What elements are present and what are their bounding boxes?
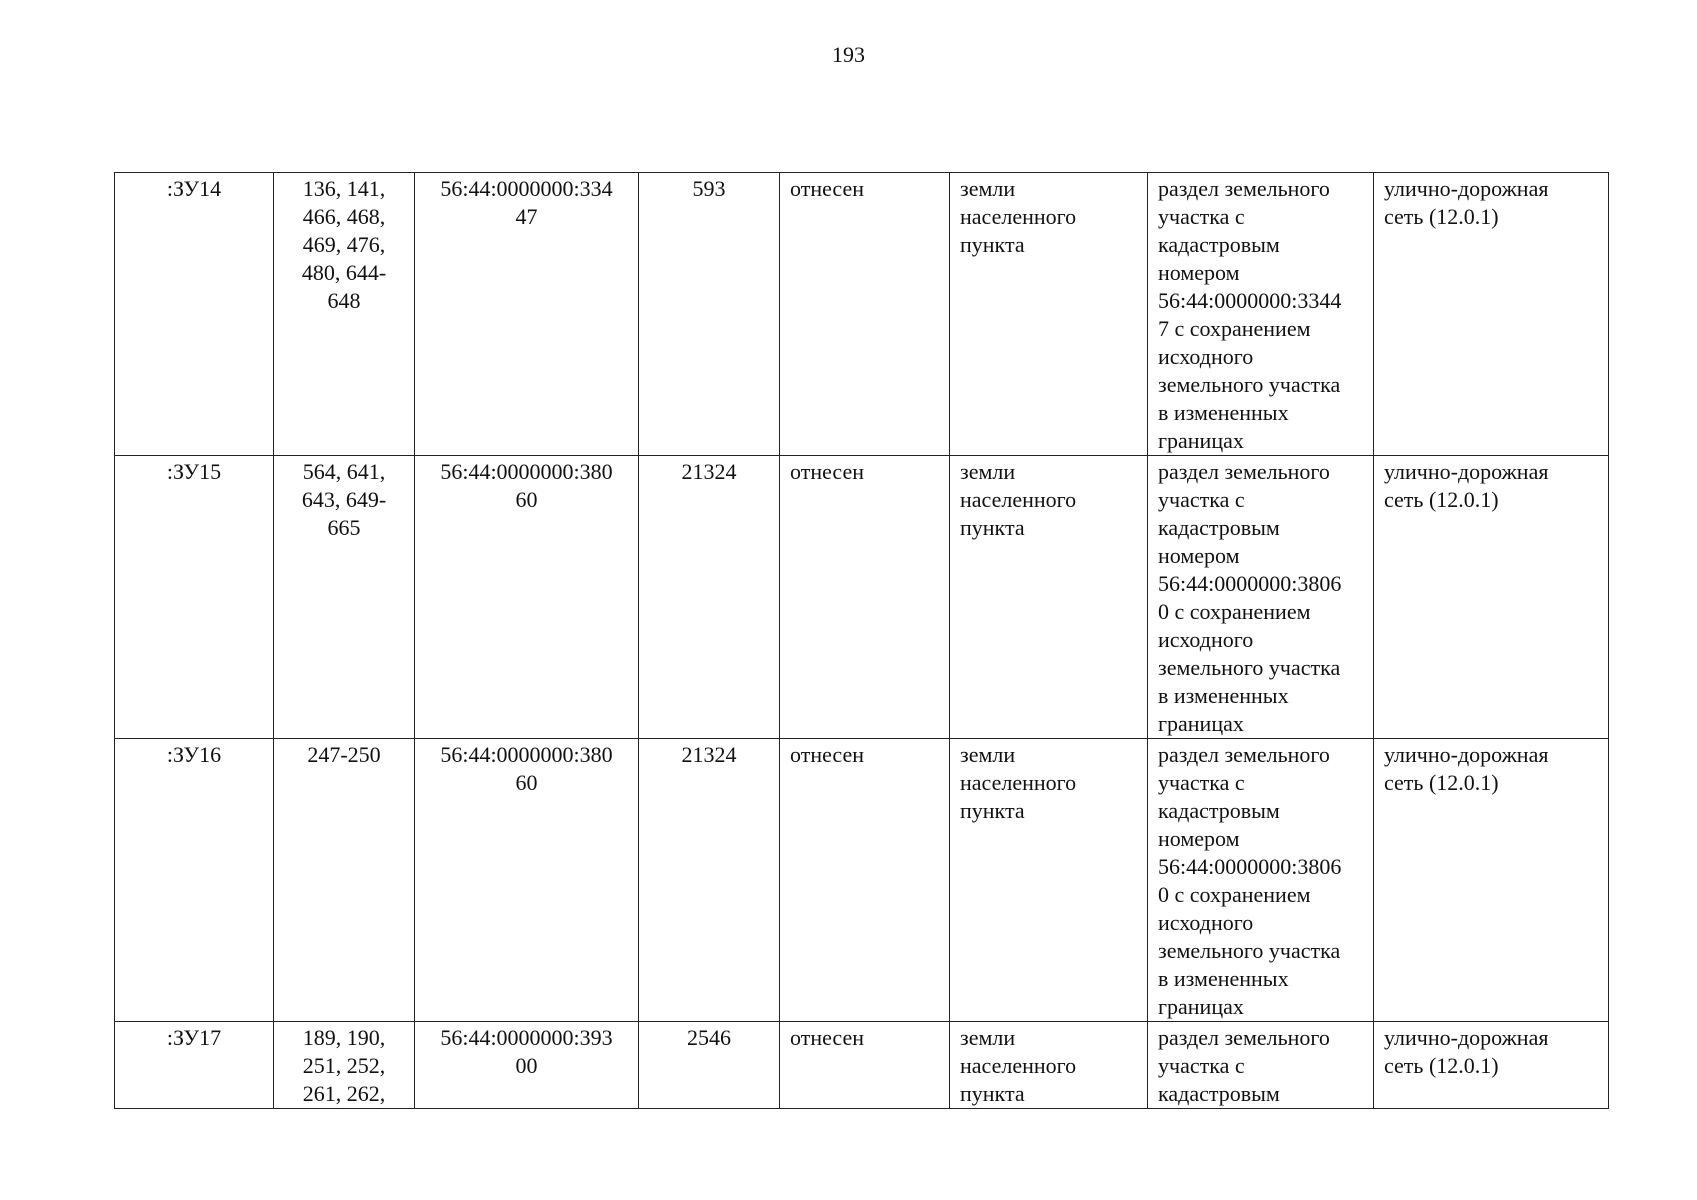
cell-line: населенного: [960, 1053, 1077, 1078]
formation-method-cell: [1148, 739, 1374, 1022]
cell-line: населенного: [960, 204, 1077, 229]
cell-line: 469, 476,: [302, 232, 386, 257]
plot-id-cell: :ЗУ15: [115, 456, 274, 739]
cell-line: 261, 262,: [302, 1081, 386, 1106]
cell-line: 56:44:0000000:334: [440, 176, 613, 201]
land-category-cell: [950, 456, 1148, 739]
cell-line: кадастровым: [1158, 515, 1280, 540]
cell-line: земли: [960, 1025, 1016, 1050]
status-cell: отнесен: [780, 456, 950, 739]
boundary-points-cell: [274, 739, 415, 1022]
cell-line: улично-дорожная: [1384, 1025, 1549, 1050]
table-body: [115, 173, 1609, 1109]
cell-line: кадастровым: [1158, 1081, 1280, 1106]
cell-line: номером: [1158, 826, 1240, 851]
cell-line: 189, 190,: [302, 1025, 386, 1050]
permitted-use-cell: [1374, 456, 1609, 739]
cell-line: земельного участка: [1158, 938, 1341, 963]
land-plots-table: [114, 172, 1609, 1109]
cell-line: земельного участка: [1158, 372, 1341, 397]
cell-line: исходного: [1158, 627, 1254, 652]
status-cell: отнесен: [780, 1022, 950, 1109]
cadastral-number-cell: [415, 1022, 639, 1109]
cadastral-number-cell: [415, 456, 639, 739]
cell-line: 56:44:0000000:3806: [1158, 571, 1342, 596]
cell-line: 466, 468,: [302, 204, 386, 229]
cell-line: раздел земельного: [1158, 742, 1330, 767]
table-row: [115, 1022, 1609, 1109]
cell-line: кадастровым: [1158, 232, 1280, 257]
status-cell: отнесен: [780, 173, 950, 456]
cell-line: 0 с сохранением: [1158, 882, 1311, 907]
cell-line: 665: [327, 515, 361, 540]
cell-line: сеть (12.0.1): [1384, 770, 1499, 795]
cell-line: 60: [515, 487, 538, 512]
area-cell: 21324: [639, 739, 780, 1022]
permitted-use-cell: [1374, 739, 1609, 1022]
cell-line: 648: [327, 288, 361, 313]
area-cell: 21324: [639, 456, 780, 739]
cell-line: улично-дорожная: [1384, 742, 1549, 767]
formation-method-cell: [1148, 456, 1374, 739]
cell-line: раздел земельного: [1158, 459, 1330, 484]
table-row: [115, 173, 1609, 456]
plot-id-cell: :ЗУ17: [115, 1022, 274, 1109]
cell-line: 0 с сохранением: [1158, 599, 1311, 624]
table-row: [115, 739, 1609, 1022]
cell-line: 56:44:0000000:380: [440, 459, 613, 484]
cell-line: сеть (12.0.1): [1384, 204, 1499, 229]
page-number: 193: [832, 42, 865, 67]
cell-line: 7 с сохранением: [1158, 316, 1311, 341]
cell-line: сеть (12.0.1): [1384, 487, 1499, 512]
cell-line: пункта: [960, 232, 1025, 257]
cell-line: 56:44:0000000:393: [440, 1025, 613, 1050]
formation-method-cell: [1148, 1022, 1374, 1109]
cell-line: участка с: [1158, 770, 1245, 795]
cell-line: номером: [1158, 260, 1240, 285]
cell-line: 00: [515, 1053, 538, 1078]
cell-line: кадастровым: [1158, 798, 1280, 823]
boundary-points-cell: [274, 1022, 415, 1109]
land-category-cell: [950, 173, 1148, 456]
cell-line: 136, 141,: [302, 176, 386, 201]
cell-line: 251, 252,: [302, 1053, 386, 1078]
cell-line: в измененных: [1158, 400, 1289, 425]
cell-line: населенного: [960, 770, 1077, 795]
permitted-use-cell: [1374, 1022, 1609, 1109]
cell-line: пункта: [960, 798, 1025, 823]
land-category-cell: [950, 1022, 1148, 1109]
status-cell: отнесен: [780, 739, 950, 1022]
cell-line: 56:44:0000000:3806: [1158, 854, 1342, 879]
area-cell: 2546: [639, 1022, 780, 1109]
cell-line: земли: [960, 459, 1016, 484]
cell-line: земли: [960, 176, 1016, 201]
boundary-points-cell: [274, 173, 415, 456]
permitted-use-cell: [1374, 173, 1609, 456]
cell-line: участка с: [1158, 1053, 1245, 1078]
cell-line: участка с: [1158, 204, 1245, 229]
cell-line: улично-дорожная: [1384, 176, 1549, 201]
cell-line: пункта: [960, 1081, 1025, 1106]
cell-line: сеть (12.0.1): [1384, 1053, 1499, 1078]
cell-line: населенного: [960, 487, 1077, 512]
cell-line: 564, 641,: [302, 459, 386, 484]
cell-line: улично-дорожная: [1384, 459, 1549, 484]
cadastral-number-cell: [415, 173, 639, 456]
cell-line: 643, 649-: [301, 487, 387, 512]
cell-line: в измененных: [1158, 966, 1289, 991]
land-category-cell: [950, 739, 1148, 1022]
cell-line: границах: [1158, 711, 1244, 736]
cell-line: границах: [1158, 994, 1244, 1019]
cell-line: участка с: [1158, 487, 1245, 512]
cell-line: исходного: [1158, 910, 1254, 935]
area-cell: 593: [639, 173, 780, 456]
boundary-points-cell: [274, 456, 415, 739]
cell-line: 56:44:0000000:380: [440, 742, 613, 767]
plot-id-cell: :ЗУ14: [115, 173, 274, 456]
cell-line: пункта: [960, 515, 1025, 540]
cell-line: 60: [515, 770, 538, 795]
cell-line: в измененных: [1158, 683, 1289, 708]
cell-line: 480, 644-: [301, 260, 387, 285]
cell-line: 247-250: [307, 742, 381, 767]
cell-line: земельного участка: [1158, 655, 1341, 680]
cell-line: земли: [960, 742, 1016, 767]
cell-line: исходного: [1158, 344, 1254, 369]
cell-line: границах: [1158, 428, 1244, 453]
cadastral-number-cell: [415, 739, 639, 1022]
cell-line: раздел земельного: [1158, 1025, 1330, 1050]
formation-method-cell: [1148, 173, 1374, 456]
cell-line: 56:44:0000000:3344: [1158, 288, 1342, 313]
table-row: [115, 456, 1609, 739]
cell-line: номером: [1158, 543, 1240, 568]
plot-id-cell: :ЗУ16: [115, 739, 274, 1022]
cell-line: раздел земельного: [1158, 176, 1330, 201]
cell-line: 47: [515, 204, 538, 229]
